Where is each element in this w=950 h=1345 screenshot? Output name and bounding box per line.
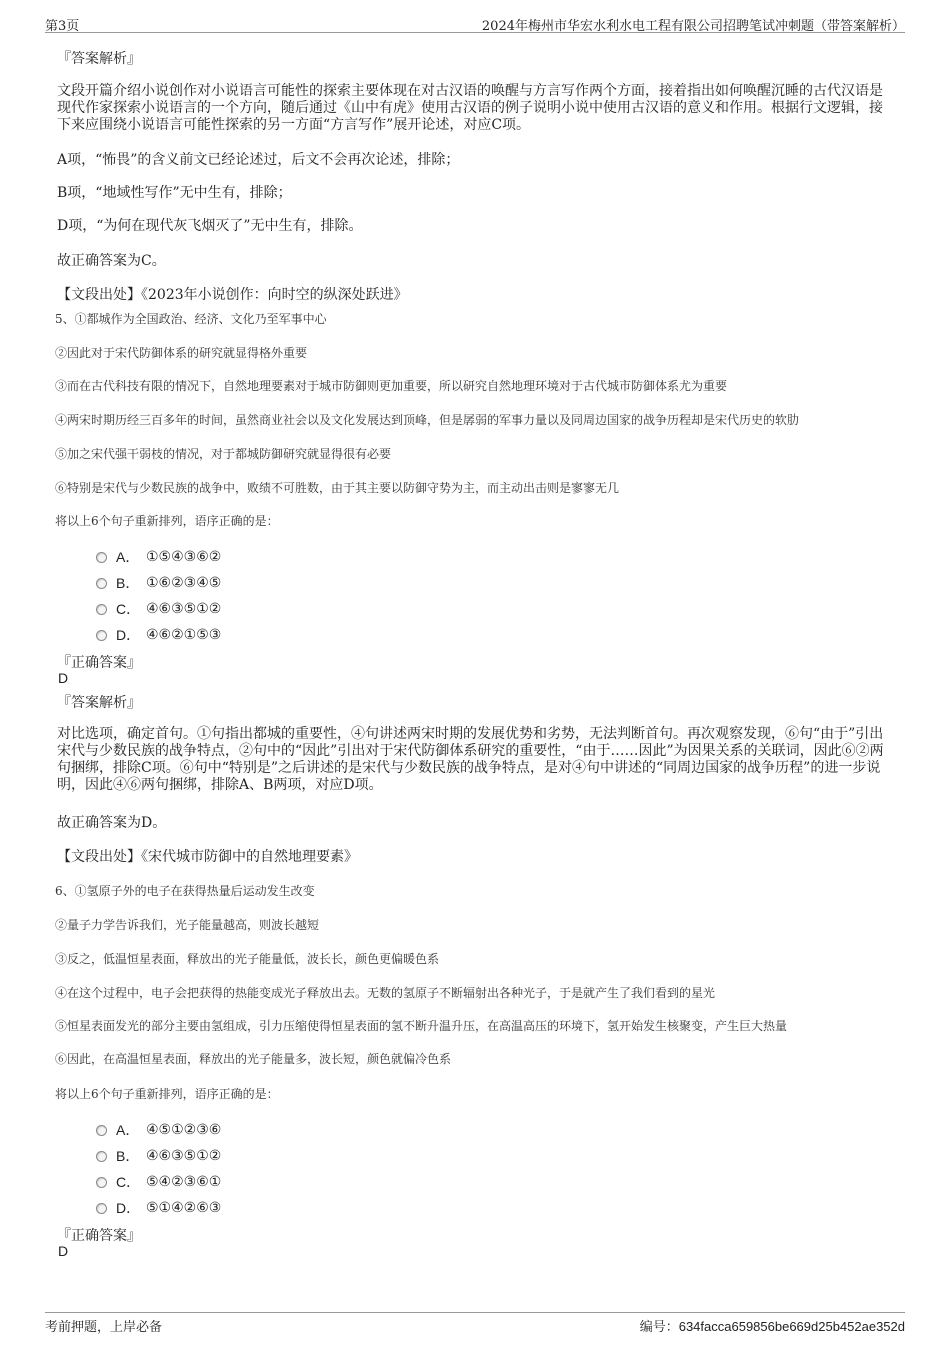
option-letter: A． (116, 1122, 140, 1138)
radio-icon[interactable] (96, 604, 107, 615)
q6-sentence-4: ④在这个过程中，电子会把获得的热能变成光子释放出去。无数的氢原子不断辐射出各种光子，于是就产生了我们看到的星光 (55, 986, 716, 1000)
q5-analysis-label: 『答案解析』 (57, 695, 141, 711)
radio-icon[interactable] (96, 1203, 107, 1214)
q6-prompt: 将以上6个句子重新排列，语序正确的是： (55, 1087, 279, 1101)
q5-option-c[interactable] (96, 599, 221, 619)
option-text: ①⑥②③④⑤ (146, 575, 222, 591)
footer-slogan: 考前押题，上岸必备 (45, 1320, 163, 1335)
option-text: ⑤①④②⑥③ (146, 1200, 222, 1216)
radio-icon[interactable] (96, 1125, 107, 1136)
q5-source: 【文段出处】《宋代城市防御中的自然地理要素》 (57, 849, 358, 865)
q4-analysis-label: 『答案解析』 (57, 51, 141, 67)
radio-icon[interactable] (96, 630, 107, 641)
q6-answer-label: 『正确答案』 (57, 1228, 141, 1244)
option-letter: A． (116, 549, 140, 565)
q5-sentence-2: ②因此对于宋代防御体系的研究就显得格外重要 (55, 346, 308, 360)
q5-answer: D (58, 670, 69, 686)
q5-analysis-paragraph: 对比选项，确定首句。①句指出都城的重要性，④句讲述两宋时期的发展优势和劣势，无法判断首句。再次观察发现，⑥句“由于”引出宋代与少数民族的战争特点，②句中的“因此”引出对于宋代防御体系研究的重要性，“由于……因此”为因果关系的关联词，因此⑥②两句捆绑，排除C项。⑥句中“特别是”之后讲述的是宋代与少数民族的战争特点，是对④句中讲述的“同周边国家的战争历程”的进一步说明，因此④⑥两句捆绑，排除A、B两项，对应D项。 (57, 726, 884, 793)
q6-option-b[interactable] (96, 1146, 221, 1166)
page-header (45, 12, 905, 33)
q6-sentence-6: ⑥因此，在高温恒星表面，释放出的光子能量多，波长短，颜色就偏冷色系 (55, 1052, 452, 1066)
page-footer (45, 1312, 905, 1335)
q5-sentence-4: ④两宋时期历经三百多年的时间，虽然商业社会以及文化发展达到顶峰，但是孱弱的军事力量以及同周边国家的战争历程却是宋代历史的软肋 (55, 413, 800, 427)
q5-sentence-5: ⑤加之宋代强干弱枝的情况，对于都城防御研究就显得很有必要 (55, 447, 392, 461)
q6-option-d[interactable] (96, 1198, 221, 1218)
option-letter: C． (116, 1174, 141, 1190)
code-value: 634facca659856be669d25b452ae352d (678, 1319, 905, 1334)
q5-sentence-6: ⑥特别是宋代与少数民族的战争中，败绩不可胜数，由于其主要以防御守势为主，而主动出击则是寥寥无几 (55, 481, 620, 495)
q5-prompt: 将以上6个句子重新排列，语序正确的是： (55, 514, 279, 528)
q4-source: 【文段出处】《2023年小说创作：向时空的纵深处跃进》 (57, 287, 408, 303)
document-code (640, 1316, 905, 1335)
q6-answer: D (58, 1243, 69, 1259)
option-text: ④⑥③⑤①② (146, 601, 222, 617)
q4-option-a-analysis: A项，“怖畏”的含义前文已经论述过，后文不会再次论述，排除； (57, 152, 460, 168)
q6-sentence-2: ②量子力学告诉我们，光子能量越高，则波长越短 (55, 918, 320, 932)
q6-option-c[interactable] (96, 1172, 221, 1192)
q5-conclusion: 故正确答案为D。 (57, 815, 167, 831)
option-letter: C． (116, 601, 141, 617)
radio-icon[interactable] (96, 578, 107, 589)
radio-icon[interactable] (96, 1151, 107, 1162)
option-text: ④⑥③⑤①② (146, 1148, 222, 1164)
q6-sentence-5: ⑤恒星表面发光的部分主要由氢组成，引力压缩使得恒星表面的氢不断升温升压，在高温高压的环境下，氢开始发生核聚变，产生巨大热量 (55, 1019, 788, 1033)
document-title: 2024年梅州市华宏水利水电工程有限公司招聘笔试冲刺题（带答案解析） (481, 19, 905, 34)
option-text: ④⑥②①⑤③ (146, 627, 222, 643)
option-letter: D． (116, 1200, 141, 1216)
page-number: 第3页 (45, 19, 80, 34)
q6-sentence-3: ③反之，低温恒星表面，释放出的光子能量低，波长长，颜色更偏暖色系 (55, 952, 440, 966)
radio-icon[interactable] (96, 552, 107, 563)
q5-option-b[interactable] (96, 573, 221, 593)
q5-option-a[interactable] (96, 547, 221, 567)
q4-option-d-analysis: D项，“为何在现代灰飞烟灭了”无中生有，排除。 (57, 218, 363, 234)
option-letter: D． (116, 627, 141, 643)
q6-sentence-1: 6、①氢原子外的电子在获得热量后运动发生改变 (55, 884, 315, 898)
q4-option-b-analysis: B项，“地域性写作”无中生有，排除； (57, 185, 292, 201)
q4-conclusion: 故正确答案为C。 (57, 253, 166, 269)
q4-analysis-paragraph: 文段开篇介绍小说创作对小说语言可能性的探索主要体现在对古汉语的唤醒与方言写作两个方面，接着指出如何唤醒沉睡的古代汉语是现代作家探索小说语言的一个方向，随后通过《山中有虎》使用古汉语的例子说明小说中使用古汉语的意义和作用。根据行文逻辑，接下来应围绕小说语言可能性探索的另一方面“方言写作”展开论述，对应C项。 (57, 83, 883, 133)
code-label: 编号： (639, 1320, 679, 1335)
option-text: ④⑤①②③⑥ (146, 1122, 222, 1138)
q6-option-a[interactable] (96, 1120, 221, 1140)
q5-sentence-3: ③而在古代科技有限的情况下，自然地理要素对于城市防御则更加重要，所以研究自然地理环境对于古代城市防御体系尤为重要 (55, 379, 728, 393)
option-text: ⑤④②③⑥① (146, 1174, 222, 1190)
radio-icon[interactable] (96, 1177, 107, 1188)
q5-sentence-1: 5、①都城作为全国政治、经济、文化乃至军事中心 (55, 312, 327, 326)
q5-option-d[interactable] (96, 625, 221, 645)
option-text: ①⑤④③⑥② (146, 549, 222, 565)
option-letter: B． (116, 575, 140, 591)
option-letter: B． (116, 1148, 140, 1164)
q5-answer-label: 『正确答案』 (57, 655, 141, 671)
